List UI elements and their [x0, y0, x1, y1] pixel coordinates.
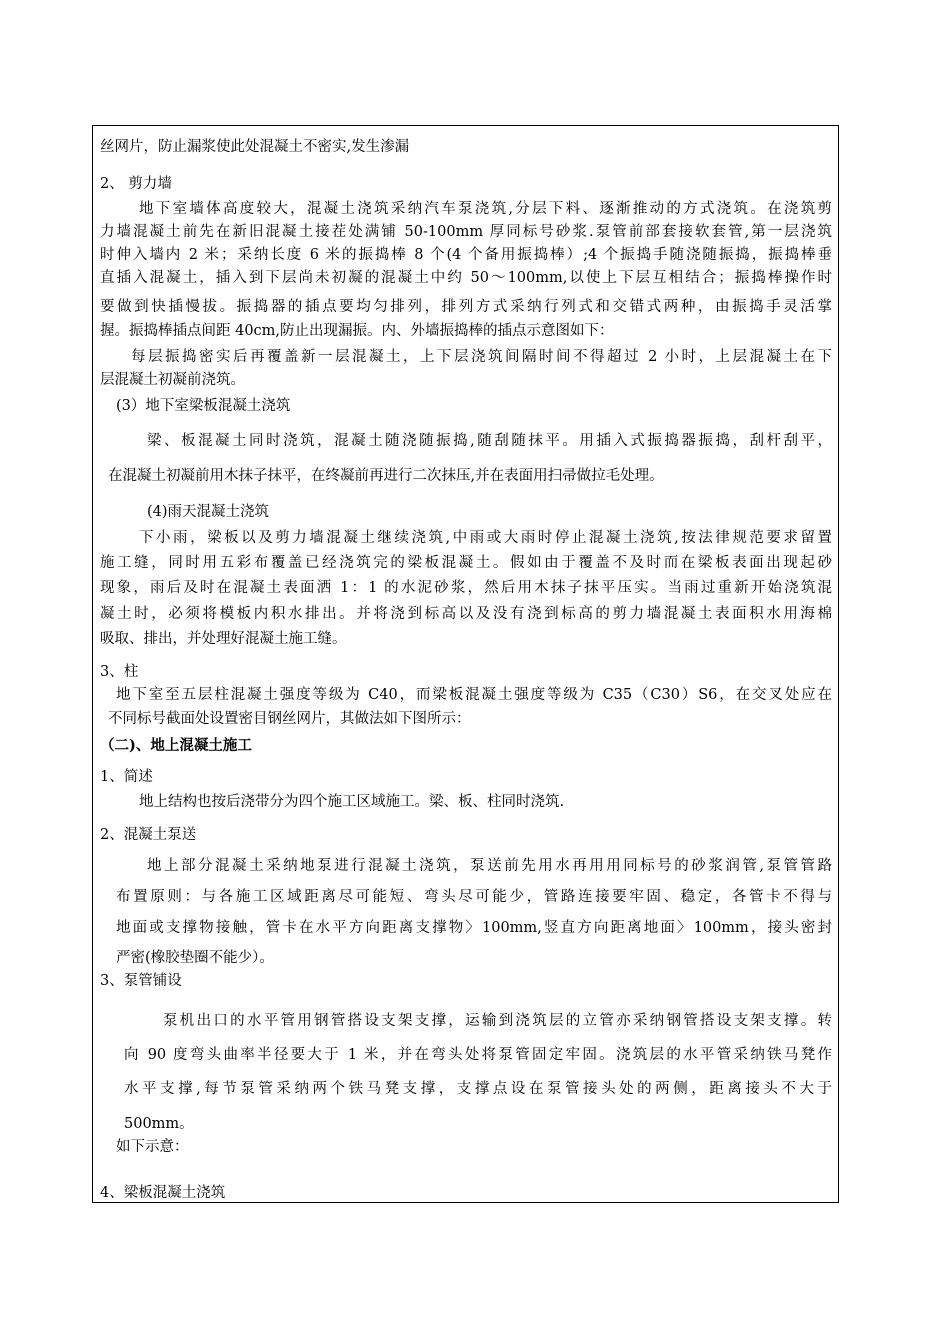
text-line: 布置原则：与各施工区域距离尽可能短、弯头尽可能少，管路连接要牢固、稳定，各管卡不得与 — [116, 889, 832, 905]
text-line: 地面或支撑物接触，管卡在水平方向距离支撑物〉100mm,竖直方向距离地面〉100mm，接头密封 — [116, 920, 832, 936]
text-line: 在混凝土初凝前用木抹子抹平，在终凝前再进行二次抹压,并在表面用扫帚做拉毛处理。 — [108, 468, 664, 484]
text-line: 吸取、排出，并处理好混凝土施工缝。 — [100, 631, 347, 647]
text-line: 每层振捣密实后再覆盖新一层混凝土，上下层浇筑间隔时间不得超过 2 小时，上层混凝土在下 — [131, 349, 832, 365]
text-line: 层混凝土初凝前浇筑。 — [100, 372, 245, 388]
text-line: 力墙混凝土前先在新旧混凝土接茬处满铺 50-100mm 厚同标号砂浆.泵管前部套接软套管,第一层浇筑 — [100, 224, 832, 240]
text-line: 施工缝，同时用五彩布覆盖已经浇筑完的梁板混凝土。假如由于覆盖不及时而在梁板表面出现起砂 — [100, 555, 832, 571]
text-line: 不同标号截面处设置密目钢丝网片，其做法如下图所示： — [108, 711, 471, 727]
text-line: 地上结构也按后浇带分为四个施工区域施工。梁、板、柱同时浇筑. — [139, 794, 565, 810]
section-heading: 3、柱 — [100, 664, 139, 680]
text-line: 向 90 度弯头曲率半径要大于 1 米，并在弯头处将泵管固定牢固。浇筑层的水平管采纳铁马凳作 — [124, 1047, 832, 1063]
text-line: 水平支撑,每节泵管采纳两个铁马凳支撑，支撑点设在泵管接头处的两侧，距离接头不大于 — [124, 1081, 832, 1097]
section-heading: 4、梁板混凝土浇筑 — [100, 1185, 226, 1201]
text-line: 下小雨，梁板以及剪力墙混凝土继续浇筑,中雨或大雨时停止混凝土浇筑,按法律规范要求留置 — [139, 530, 832, 546]
text-line: 丝网片，防止漏浆使此处混凝土不密实,发生渗漏 — [100, 139, 410, 155]
section-heading: 1、简述 — [100, 769, 153, 785]
text-line: 地下室至五层柱混凝土强度等级为 C40，而梁板混凝土强度等级为 C35（C30）S6，在交叉处应在 — [116, 687, 832, 703]
text-line: 握。振捣棒插点间距 40cm,防止出现漏振。内、外墙振捣棒的插点示意图如下： — [100, 323, 614, 339]
text-line: 凝土时，必须将模板内积水排出。并将浇到标高以及没有浇到标高的剪力墙混凝土表面积水用海棉 — [100, 606, 832, 622]
text-line: 时伸入墙内 2 米；采纳长度 6 米的振捣棒 8 个(4 个备用振捣棒）;4 个振捣手随浇随振捣，振捣棒垂 — [100, 247, 832, 263]
text-line: 要做到快插慢拔。振捣器的插点要均匀排列，排列方式采纳行列式和交错式两种，由振捣手灵活掌 — [100, 299, 832, 315]
text-line: 500mm。 — [124, 1116, 194, 1132]
section-heading: 2、 剪力墙 — [100, 176, 172, 192]
text-line: 泵机出口的水平管用钢管搭设支架支撑，运输到浇筑层的立管亦采纳钢管搭设支架支撑。转 — [163, 1013, 832, 1029]
section-heading: (3）地下室梁板混凝土浇筑 — [116, 398, 291, 414]
text-line: 地上部分混凝土采纳地泵进行混凝土浇筑，泵送前先用水再用用同标号的砂浆润管,泵管管路 — [147, 858, 832, 874]
text-line: 梁、板混凝土同时浇筑，混凝土随浇随振捣,随刮随抹平。用插入式振捣器振捣，刮杆刮平， — [147, 433, 832, 449]
text-line: 地下室墙体高度较大，混凝土浇筑采纳汽车泵浇筑,分层下料、逐渐推动的方式浇筑。在浇筑剪 — [139, 201, 832, 217]
section-heading: 3、泵管铺设 — [100, 973, 182, 989]
text-line: 直插入混凝土，插入到下层尚未初凝的混凝土中约 50～100mm,以使上下层互相结合；振捣棒操作时 — [100, 270, 832, 286]
section-title: （二)、地上混凝土施工 — [100, 737, 252, 754]
section-heading: 2、混凝土泵送 — [100, 827, 197, 843]
text-line: 严密(橡胶垫圈不能少）。 — [116, 950, 274, 966]
section-heading: (4)雨天混凝土浇筑 — [147, 504, 270, 520]
text-line: 现象，雨后及时在混凝土表面洒 1：1 的水泥砂浆，然后用木抹子抹平压实。当雨过重新开始浇筑混 — [100, 580, 832, 596]
text-line: 如下示意： — [116, 1139, 189, 1155]
